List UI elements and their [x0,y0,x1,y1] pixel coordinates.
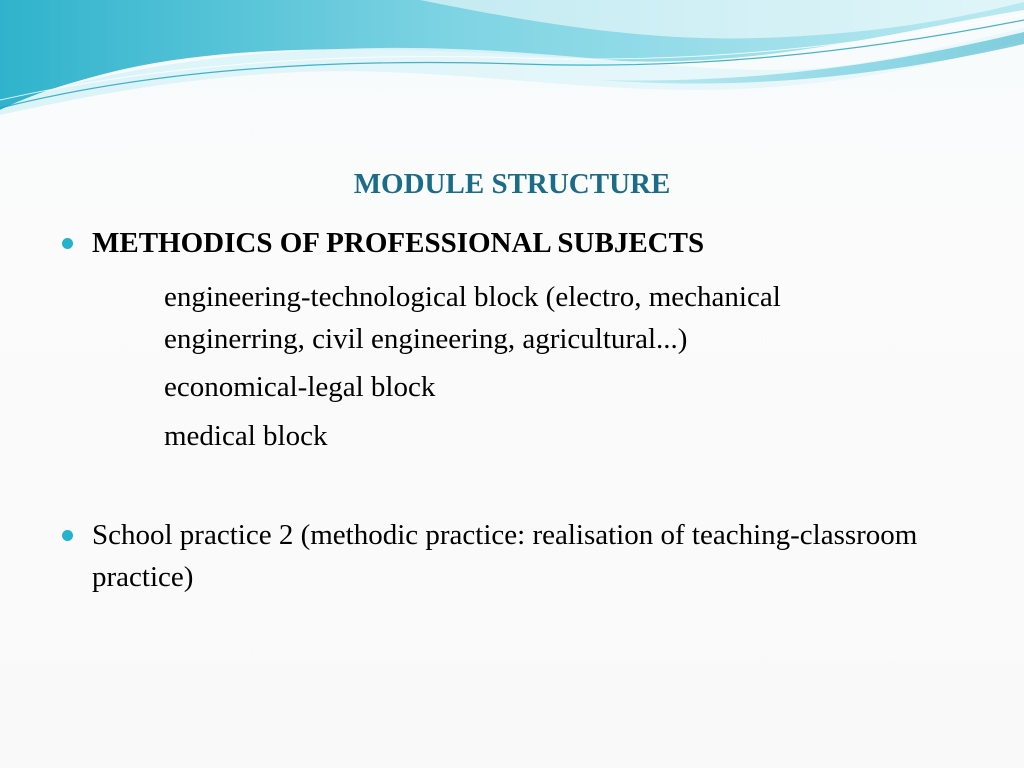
sub-item-medical-block: medical block [164,420,328,452]
bullet-text: METHODICS OF PROFESSIONAL SUBJECTS [92,227,705,259]
sub-item-economical-legal-block: economical-legal block [164,371,436,403]
bullet-dot-icon [62,238,73,249]
bullet-text: School practice 2 (methodic practice: realisation of teaching-classroom practice) [92,519,918,593]
sub-item-engineering-block: engineering-technological block (electro, mechanical enginerring, civil engineering, agricultural...) [164,281,781,355]
bullet-dot-icon [62,530,73,541]
header-wave-decoration [0,0,1024,130]
slide-title: MODULE STRUCTURE [353,168,671,200]
